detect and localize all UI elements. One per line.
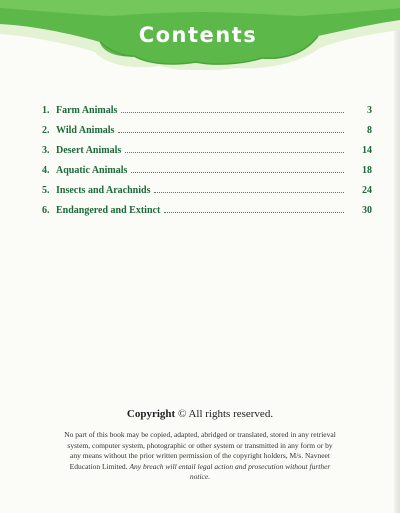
toc-number: 2.	[42, 125, 50, 136]
toc-title: Insects and Arachnids	[56, 185, 151, 196]
toc-leader-line	[164, 212, 344, 213]
toc-item[interactable]	[42, 176, 372, 196]
toc-item[interactable]	[42, 116, 372, 136]
toc-leader-line	[118, 132, 344, 133]
copyright-rights: All rights reserved.	[188, 408, 274, 420]
toc-title: Endangered and Extinct	[56, 205, 161, 216]
toc-number: 1.	[42, 105, 50, 116]
toc-item[interactable]	[42, 96, 372, 116]
toc-title: Wild Animals	[56, 125, 115, 136]
table-of-contents	[42, 96, 372, 216]
toc-number: 4.	[42, 165, 50, 176]
toc-page-number: 24	[362, 185, 372, 196]
toc-leader-line	[125, 152, 344, 153]
toc-title: Aquatic Animals	[56, 165, 128, 176]
toc-leader-line	[121, 112, 344, 113]
toc-page-number: 3	[367, 105, 372, 116]
toc-title: Desert Animals	[56, 145, 122, 156]
toc-page-number: 14	[362, 145, 372, 156]
header-banner	[0, 0, 400, 70]
page-title: Contents	[138, 23, 258, 47]
copyright-body-text: No part of this book may be copied, adapted, abridged or translated, stored in any retrieval system, computer system, photographic or other system or transmitted in any form or by any means without the prior written permission of the copyright holders, M/s. Navneet Education Limited.	[64, 430, 336, 471]
copyright-notice	[64, 430, 336, 483]
toc-number: 3.	[42, 145, 50, 156]
toc-page-number: 8	[367, 125, 372, 136]
legal-warning-text: Any breach will entail legal action and prosecution without further notice.	[129, 461, 331, 481]
toc-page-number: 18	[362, 165, 372, 176]
toc-page-number: 30	[362, 205, 372, 216]
copyright-label: Copyright	[126, 408, 176, 420]
toc-title: Farm Animals	[56, 105, 118, 116]
toc-number: 5.	[42, 185, 50, 196]
page-edge-shadow	[394, 0, 400, 513]
toc-item[interactable]	[42, 136, 372, 156]
toc-item[interactable]	[42, 196, 372, 216]
copyright-heading	[0, 408, 400, 420]
toc-number: 6.	[42, 205, 50, 216]
toc-item[interactable]	[42, 156, 372, 176]
toc-leader-line	[154, 192, 344, 193]
copyright-symbol: ©	[177, 408, 187, 420]
toc-leader-line	[131, 172, 344, 173]
